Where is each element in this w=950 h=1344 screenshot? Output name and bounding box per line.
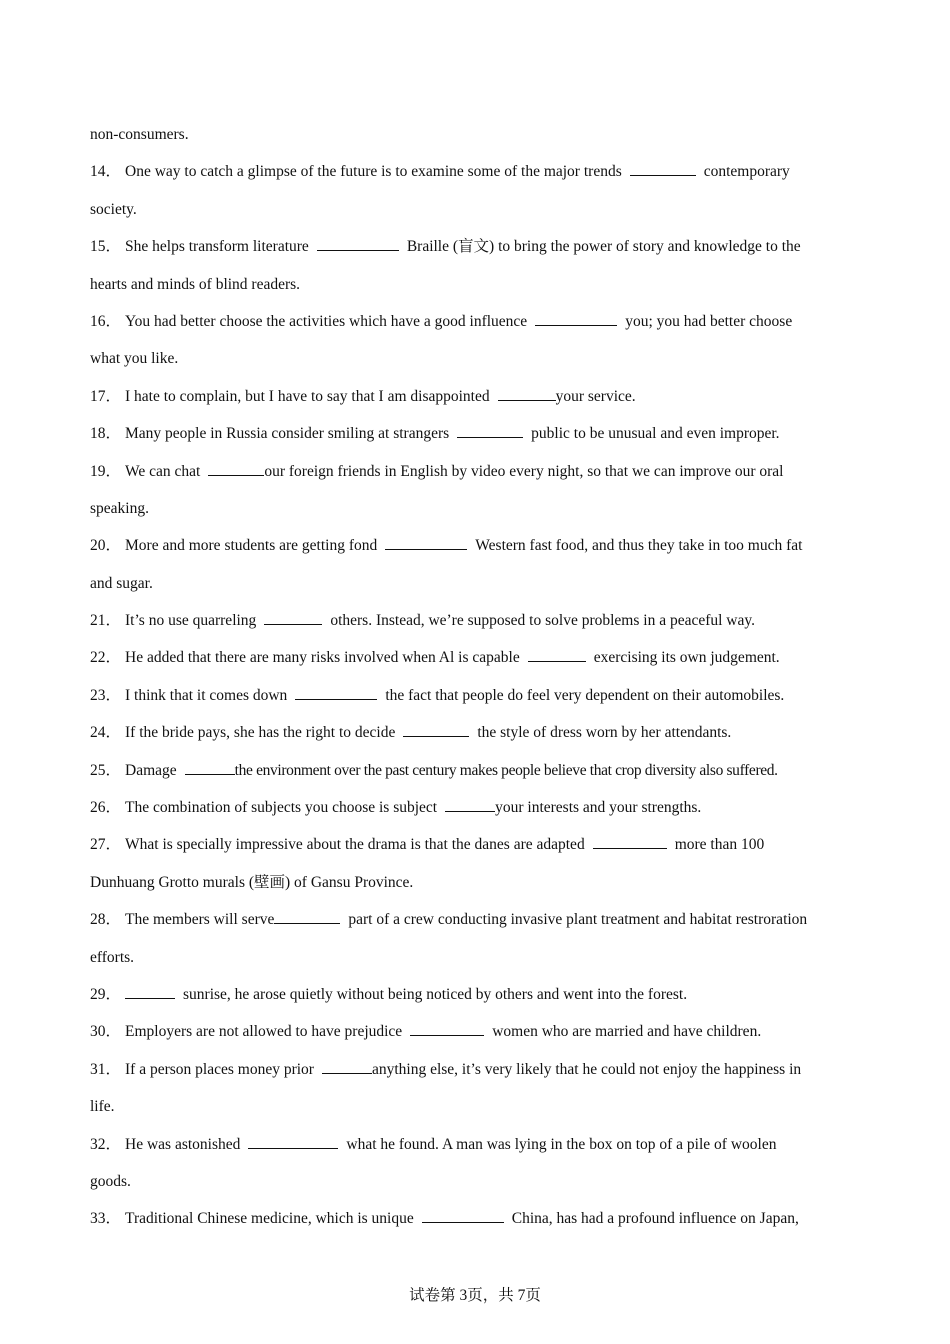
answer-blank[interactable] bbox=[264, 610, 322, 625]
answer-blank[interactable] bbox=[457, 423, 523, 438]
question-number: 17． bbox=[90, 387, 122, 405]
question-number: 24． bbox=[90, 724, 122, 742]
text-line: society. bbox=[90, 200, 137, 218]
question-33: 33． Traditional Chinese medicine, which is unique China, has had a profound influence on Japan, bbox=[90, 1200, 862, 1237]
text-line: Dunhuang Grotto murals (壁画) of Gansu Province. bbox=[90, 873, 414, 891]
question-18: 18． Many people in Russia consider smiling at strangers public to be unusual and even improper. bbox=[90, 415, 862, 452]
answer-blank[interactable] bbox=[317, 236, 399, 251]
question-number: 26． bbox=[90, 799, 122, 817]
answer-blank[interactable] bbox=[535, 311, 617, 326]
question-17: 17． I hate to complain, but I have to say that I am disappointed your service. bbox=[90, 378, 862, 415]
answer-blank[interactable] bbox=[322, 1059, 372, 1074]
question-number: 23． bbox=[90, 686, 122, 704]
question-number: 27． bbox=[90, 836, 122, 854]
question-number: 19． bbox=[90, 462, 122, 480]
question-number: 20． bbox=[90, 537, 122, 555]
question-number: 29． bbox=[90, 985, 122, 1003]
question-19: 19． We can chat our foreign friends in English by video every night, so that we can improve our oral bbox=[90, 453, 862, 490]
answer-blank[interactable] bbox=[295, 685, 377, 700]
answer-blank[interactable] bbox=[593, 834, 667, 849]
text-line: and sugar. bbox=[90, 574, 153, 592]
question-23: 23． I think that it comes down the fact that people do feel very dependent on their automobiles. bbox=[90, 677, 862, 714]
question-31: 31． If a person places money prior anything else, it’s very likely that he could not enjoy the happiness in bbox=[90, 1051, 862, 1088]
answer-blank[interactable] bbox=[445, 797, 495, 812]
question-number: 25． bbox=[90, 761, 122, 779]
question-number: 16． bbox=[90, 312, 122, 330]
text-line: efforts. bbox=[90, 948, 135, 966]
answer-blank[interactable] bbox=[528, 647, 586, 662]
question-number: 31． bbox=[90, 1060, 122, 1078]
answer-blank[interactable] bbox=[208, 461, 264, 476]
answer-blank[interactable] bbox=[248, 1134, 338, 1149]
question-number: 21． bbox=[90, 612, 122, 630]
question-24: 24． If the bride pays, she has the right to decide the style of dress worn by her attendants. bbox=[90, 714, 862, 751]
question-14: 14． One way to catch a glimpse of the future is to examine some of the major trends contemporary bbox=[90, 153, 862, 190]
answer-blank[interactable] bbox=[125, 984, 175, 999]
question-27: 27． What is specially impressive about the drama is that the danes are adapted more than 100 bbox=[90, 826, 862, 863]
answer-blank[interactable] bbox=[410, 1021, 484, 1036]
page-footer: 试卷第 3页，共 7页 bbox=[409, 1287, 541, 1304]
text-line: hearts and minds of blind readers. bbox=[90, 275, 301, 293]
text-line: life. bbox=[90, 1098, 115, 1116]
question-28: 28． The members will serve part of a crew conducting invasive plant treatment and habitat restroration bbox=[90, 901, 862, 938]
question-number: 18． bbox=[90, 425, 122, 443]
answer-blank[interactable] bbox=[274, 909, 340, 924]
question-16: 16． You had better choose the activities which have a good influence you; you had better choose bbox=[90, 303, 862, 340]
question-21: 21． It’s no use quarreling others. Instead, we’re supposed to solve problems in a peaceful way. bbox=[90, 602, 862, 639]
text-line: what you like. bbox=[90, 350, 179, 368]
question-list bbox=[90, 116, 862, 1238]
question-20: 20． More and more students are getting fond Western fast food, and thus they take in too much fat bbox=[90, 527, 862, 564]
question-number: 14． bbox=[90, 163, 122, 181]
question-number: 15． bbox=[90, 238, 122, 256]
question-22: 22． He added that there are many risks involved when Al is capable exercising its own judgement. bbox=[90, 639, 862, 676]
answer-blank[interactable] bbox=[630, 161, 696, 176]
question-number: 33． bbox=[90, 1210, 122, 1228]
question-26: 26． The combination of subjects you choose is subject your interests and your strengths. bbox=[90, 789, 862, 826]
question-29: 29． sunrise, he arose quietly without being noticed by others and went into the forest. bbox=[90, 976, 862, 1013]
question-15: 15． She helps transform literature Braille (盲文) to bring the power of story and knowledge to the bbox=[90, 228, 862, 265]
answer-blank[interactable] bbox=[385, 535, 467, 550]
question-32: 32． He was astonished what he found. A man was lying in the box on top of a pile of woolen bbox=[90, 1126, 862, 1163]
question-number: 22． bbox=[90, 649, 122, 667]
question-30: 30． Employers are not allowed to have prejudice women who are married and have children. bbox=[90, 1013, 862, 1050]
text-line: speaking. bbox=[90, 499, 149, 517]
text-line: goods. bbox=[90, 1172, 131, 1190]
question-number: 32． bbox=[90, 1135, 122, 1153]
answer-blank[interactable] bbox=[185, 760, 235, 775]
answer-blank[interactable] bbox=[422, 1208, 504, 1223]
question-number: 30． bbox=[90, 1023, 122, 1041]
question-number: 28． bbox=[90, 911, 122, 929]
answer-blank[interactable] bbox=[498, 386, 556, 401]
text-line: non-consumers. bbox=[90, 126, 189, 143]
answer-blank[interactable] bbox=[403, 722, 469, 737]
question-25: 25． Damage the environment over the past century makes people believe that crop diversity also suffered. bbox=[90, 752, 862, 789]
